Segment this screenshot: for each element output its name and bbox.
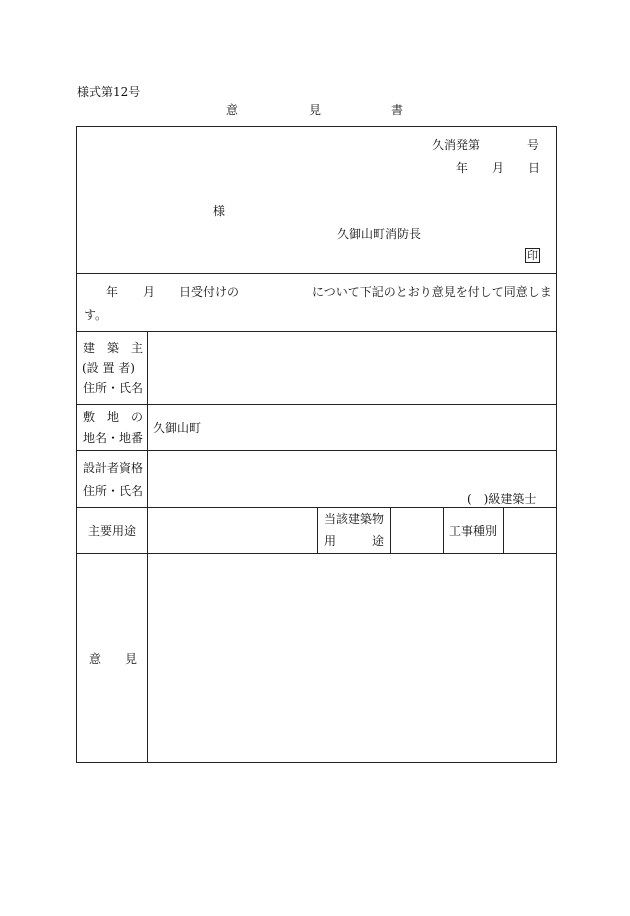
site-value: 久御山町 bbox=[153, 421, 202, 435]
date-month: 月 bbox=[492, 161, 505, 175]
doc-number-suffix: 号 bbox=[527, 138, 540, 152]
divider-use-bottom bbox=[76, 553, 557, 554]
site-label-1: 敷 地 の bbox=[83, 410, 144, 424]
divider-header-bottom bbox=[76, 273, 557, 274]
divider-use-3 bbox=[443, 507, 444, 553]
designer-qualification: ( )級建築士 bbox=[467, 492, 537, 506]
statement-line2: す。 bbox=[84, 308, 108, 322]
site-label-2: 地名・地番 bbox=[83, 431, 144, 445]
work-type-label: 工事種別 bbox=[449, 524, 498, 538]
owner-label-3: 住所・氏名 bbox=[83, 381, 144, 395]
divider-owner-bottom bbox=[76, 404, 557, 405]
title-char-1: 意 bbox=[226, 103, 239, 117]
title-char-2: 見 bbox=[309, 103, 322, 117]
main-use-label: 主要用途 bbox=[88, 524, 137, 538]
addressee-suffix: 様 bbox=[213, 204, 226, 218]
divider-label-column bbox=[147, 331, 148, 763]
building-use-label-2: 用 途 bbox=[324, 534, 385, 548]
opinion-label-1: 意 bbox=[89, 652, 102, 666]
divider-use-2 bbox=[390, 507, 391, 553]
building-use-label-1: 当該建築物 bbox=[324, 512, 385, 526]
issuer: 久御山町消防長 bbox=[337, 227, 422, 241]
doc-number-prefix: 久消発第 bbox=[432, 138, 481, 152]
opinion-label-2: 見 bbox=[125, 652, 138, 666]
designer-label-2: 住所・氏名 bbox=[83, 484, 144, 498]
date-year: 年 bbox=[456, 161, 469, 175]
divider-statement-bottom bbox=[76, 331, 557, 332]
date-day: 日 bbox=[528, 161, 541, 175]
divider-use-1 bbox=[317, 507, 318, 553]
statement-month: 月 bbox=[143, 285, 156, 299]
owner-label-1: 建 築 主 bbox=[83, 341, 144, 355]
owner-label-2: (設 置 者) bbox=[82, 361, 135, 375]
designer-label-1: 設計者資格 bbox=[83, 461, 144, 475]
statement-line1: について下記のとおり意見を付して同意しま bbox=[312, 285, 552, 299]
seal-stamp: 印 bbox=[527, 249, 538, 262]
form-number: 様式第12号 bbox=[77, 85, 141, 99]
divider-site-bottom bbox=[76, 450, 557, 451]
divider-use-4 bbox=[503, 507, 504, 553]
title-char-3: 書 bbox=[391, 103, 404, 117]
statement-year: 年 bbox=[106, 285, 119, 299]
statement-day-received: 日受付けの bbox=[179, 285, 240, 299]
form-frame bbox=[76, 126, 557, 763]
